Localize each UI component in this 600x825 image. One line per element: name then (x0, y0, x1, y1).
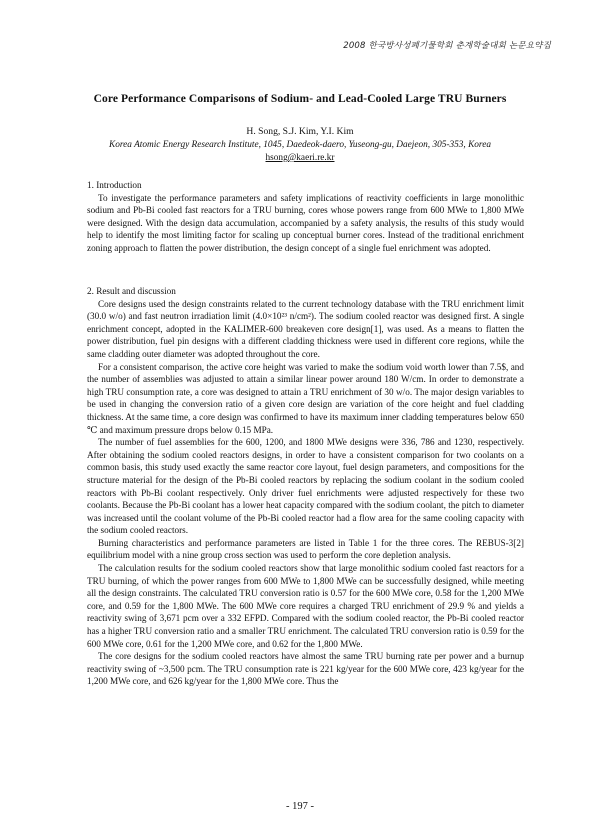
email-link[interactable]: hsong@kaeri.re.kr (265, 153, 335, 163)
section-introduction (87, 179, 524, 255)
section-heading: 1. Introduction (87, 180, 142, 190)
paragraph: Core designs used the design constraints related to the current technology database with the TRU enrichment limit (30.0 w/o) and fast neutron irradiation limit (4.0×10²³ n/cm²). The sodium cooled reactor was designed first. A single enrichment concept, adopted in the KALIMER-600 breakeven core design[1], was used. As a means to flatten the power distribution, fuel pin designs with a different cladding thickness were used in different core regions, while the same cladding outer diameter was adopted throughout the core. (87, 298, 524, 359)
paragraph: The calculation results for the sodium cooled reactors show that large monolithic sodium cooled fast reactors for a TRU burning, of which the power ranges from 600 MWe to 1,800 MWe can be successfully designed, while meeting all the design constraints. The calculated TRU conversion ratio is 0.57 for the 600 MWe core, 0.58 for the 1,200 MWe core, and 0.59 for the 1,800 MWe. The 600 MWe core requires a charged TRU enrichment of 29.9 % and yields a reactivity swing of 3,671 pcm over a 332 EFPD. Compared with the sodium cooled reactor, the Pb-Bi cooled reactor has a higher TRU conversion ratio and a smaller TRU enrichment. The calculated TRU conversion ratio is 0.59 for the 600 MWe core, 0.61 for the 1,200 MWe core, and 0.62 for the 1,800 MWe. (87, 563, 524, 649)
page-number: - 197 - (286, 801, 314, 812)
section-heading: 2. Result and discussion (87, 286, 176, 296)
paper-title: Core Performance Comparisons of Sodium- and Lead-Cooled Large TRU Burners (93, 93, 507, 105)
conference-header: 2008 한국방사성폐기물학회 춘계학술대회 논문요약집 (343, 41, 551, 51)
section-results (87, 285, 524, 688)
paragraph: To investigate the performance parameters and safety implications of reactivity coefficients in large monolithic sodium and Pb-Bi cooled fast reactors for a TRU burning, cores whose powers range from 600 MWe to 1,800 MWe were designed. With the design data accumulation, accompanied by a safety analysis, the results of this study would help to identify the most limiting factor for scaling up conceptual burner cores. Instead of the traditional enrichment zoning approach to flatten the power distribution, the design concept of a single fuel enrichment was adopted. (87, 192, 524, 253)
paragraph: The number of fuel assemblies for the 600, 1200, and 1800 MWe designs were 336, 786 and 1230, respectively. After obtaining the sodium cooled reactors designs, in order to have a consistent comparison for two coolants on a common basis, this study used exactly the same reactor core layout, fuel design parameters, and compositions for the structure material for the design of the Pb-Bi cooled reactors by replacing the sodium coolant in the sodium cooled reactors with Pb-Bi coolant respectively. Only driver fuel enrichments were adjusted respectively for these two coolants. Because the Pb-Bi coolant has a lower heat capacity compared with the sodium coolant, the pitch to diameter was increased until the coolant volume of the Pb-Bi cooled reactor had a flow area for the same cooling capacity with the sodium cooled reactors. (87, 437, 524, 536)
authors: H. Song, S.J. Kim, Y.I. Kim (246, 126, 354, 137)
paragraph: The core designs for the sodium cooled reactors have almost the same TRU burning rate per power and a burnup reactivity swing of ~3,500 pcm. The TRU consumption rate is 221 kg/year for the 600 MWe core, 423 kg/year for the 1,200 MWe core, and 626 kg/year for the 1,800 MWe core. Thus the (87, 651, 524, 687)
author-email[interactable] (0, 153, 600, 163)
paragraph: For a consistent comparison, the active core height was varied to make the sodium void worth lower than 7.5$, and the number of assemblies was adjusted to attain a similar linear power around 180 W/cm. In order to demonstrate a high TRU consumption rate, a core was designed to attain a TRU enrichment of 30 w/o. The major design variables to be used in changing the conversion ratio of a given core design are variation of the core height and fuel cladding thickness. At the same time, a core design was confirmed to have its maximum inner cladding temperatures below 650 ℃ and maximum pressure drops below 0.15 MPa. (87, 361, 524, 435)
paragraph: Burning characteristics and performance parameters are listed in Table 1 for the three cores. The REBUS-3[2] equilibrium model with a nine group cross section was used to perform the core depletion analysis. (87, 537, 524, 561)
affiliation: Korea Atomic Energy Research Institute, 1045, Daedeok-daero, Yuseong-gu, Daejeon, 305-353, Korea (109, 140, 491, 150)
